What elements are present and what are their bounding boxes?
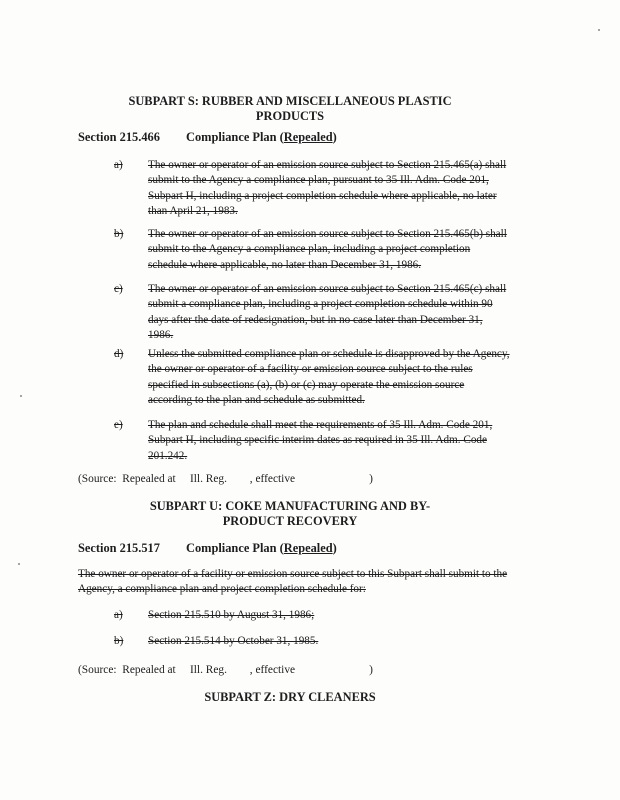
list-item (114, 158, 510, 219)
list-item (114, 347, 510, 408)
scan-speck (20, 395, 22, 397)
section-title-close: ) (332, 130, 337, 144)
section-title: Compliance Plan ( (186, 130, 284, 144)
intro-paragraph: The owner or operator of a facility or emission source subject to this Subpart shall submit to the Agency, a compliance plan and project completion schedule for: (78, 568, 508, 596)
item-label: e) (114, 419, 123, 431)
section-215-517-heading (78, 541, 337, 556)
section-number: Section 215.466 (78, 130, 160, 144)
item-label: c) (114, 283, 123, 295)
section-title-close: ) (332, 541, 337, 555)
section-title: Compliance Plan ( (186, 541, 284, 555)
scan-speck (598, 29, 600, 31)
item-text: The owner or operator of an emission source subject to Section 215.465(b) shall submit to the Agency a compliance plan, including a project completion schedule where applicable, no later than December 31, 1986. (148, 228, 507, 271)
subpart-u-heading: SUBPART U: COKE MANUFACTURING AND BY-PRODUCT RECOVERY (149, 499, 431, 528)
item-text: Section 215.514 by October 31, 1985. (148, 635, 319, 647)
subpart-s-heading: SUBPART S: RUBBER AND MISCELLANEOUS PLASTIC PRODUCTS (128, 94, 452, 123)
list-item (114, 418, 510, 464)
section-number: Section 215.517 (78, 541, 160, 555)
list-item (114, 227, 510, 273)
item-label: b) (114, 635, 124, 647)
list-item (114, 634, 510, 649)
item-text: The owner or operator of an emission source subject to Section 215.465(a) shall submit to the Agency a compliance plan, pursuant to 35 Ill. Adm. Code 201, Subpart H, including a project completion schedule where applicable, no later than April 21, 1983. (148, 159, 507, 217)
repealed-label: Repealed (283, 541, 333, 555)
item-text: Section 215.510 by August 31, 1986; (148, 609, 315, 621)
item-label: b) (114, 228, 124, 240)
list-item (114, 282, 510, 343)
item-label: d) (114, 348, 124, 360)
list-item (114, 608, 510, 623)
item-text: The plan and schedule shall meet the requirements of 35 Ill. Adm. Code 201, Subpart H, including specific interim dates as required in 35 Ill. Adm. Code 201.242. (148, 419, 493, 462)
source-note: (Source: Repealed at Ill. Reg. , effective ) (78, 664, 373, 676)
section-215-466-heading (78, 130, 337, 145)
scan-speck (18, 563, 20, 565)
item-text: The owner or operator of an emission source subject to Section 215.465(c) shall submit a compliance plan, including a project completion schedule within 90 days after the date of redesignation, but in no case later than December 31, 1986. (148, 283, 507, 341)
item-label: a) (114, 609, 123, 621)
source-note: (Source: Repealed at Ill. Reg. , effective ) (78, 473, 373, 485)
item-label: a) (114, 159, 123, 171)
repealed-label: Repealed (283, 130, 333, 144)
item-text: Unless the submitted compliance plan or schedule is disapproved by the Agency, the owner or operator of a facility or emission source subject to the rules specified in subsections (a), (b) or (c) may operate the emission source according to the plan and schedule as submitted. (148, 348, 510, 406)
subpart-z-heading: SUBPART Z: DRY CLEANERS (204, 690, 376, 704)
